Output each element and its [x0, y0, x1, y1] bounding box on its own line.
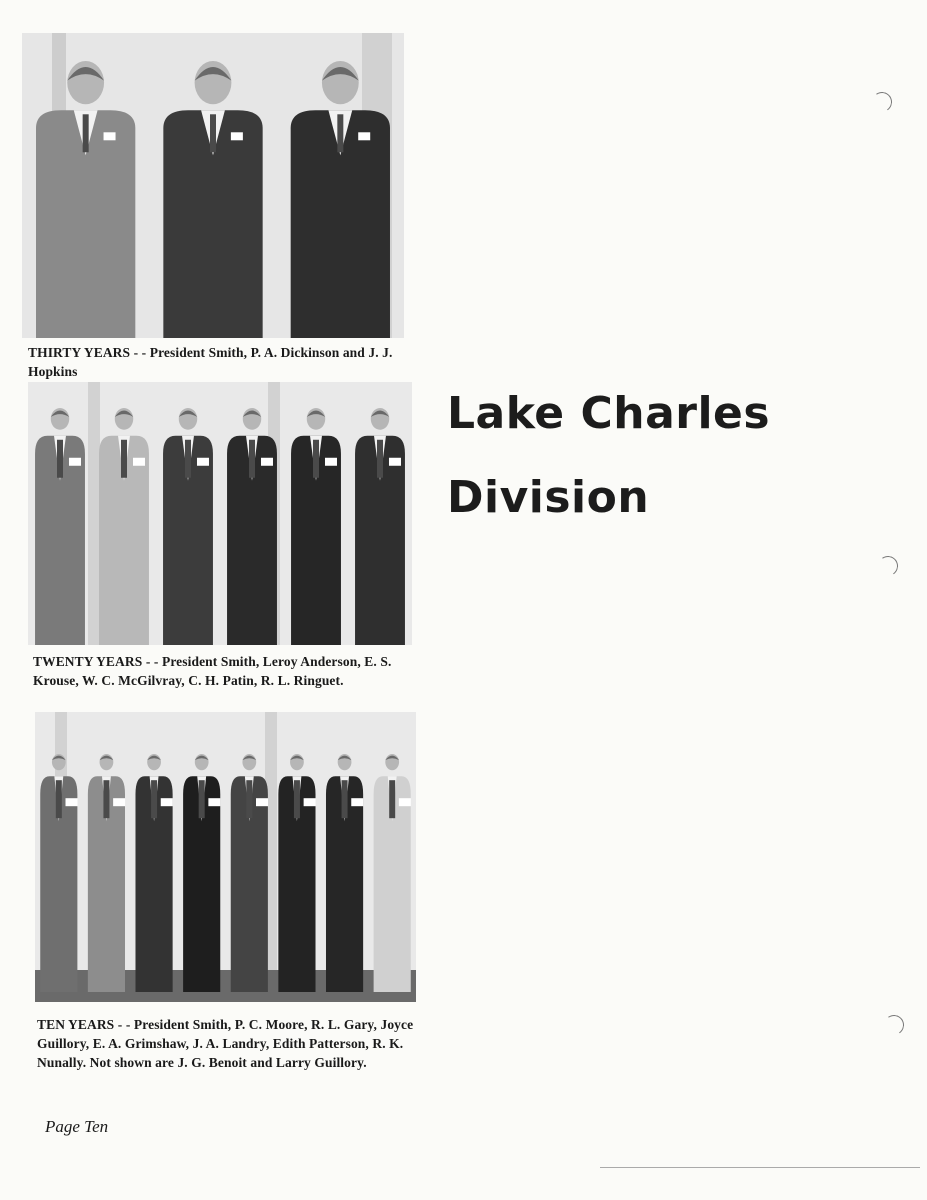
person-figure [326, 754, 363, 992]
caption-text: - - President Smith, P. A. Dickinson and J. J. Hopkins [28, 345, 393, 379]
punch-hole-mark [870, 90, 893, 113]
caption-twenty-years [33, 652, 418, 690]
person-figure [99, 408, 149, 645]
photo-twenty-years [28, 382, 412, 645]
page-edge-line [600, 1167, 920, 1168]
punch-hole-mark [882, 1013, 905, 1036]
photo-ten-years [35, 712, 416, 1002]
caption-text: - - President Smith, Leroy Anderson, E. S. Krouse, W. C. McGilvray, C. H. Patin, R. L. Ringuet. [33, 654, 392, 688]
person-figure [183, 754, 220, 992]
person-figure [291, 408, 341, 645]
photo-ten-years-figures [35, 712, 416, 1002]
person-figure [227, 408, 277, 645]
photo-thirty-years-figures [22, 33, 404, 338]
person-figure [278, 754, 315, 992]
caption-lead: THIRTY YEARS [28, 345, 131, 360]
person-figure [88, 754, 125, 992]
person-figure [35, 408, 85, 645]
caption-thirty-years [28, 343, 418, 381]
photo-thirty-years [22, 33, 404, 338]
person-figure [135, 754, 172, 992]
person-figure [374, 754, 411, 992]
page-number: Page Ten [45, 1117, 109, 1136]
photo-twenty-years-figures [28, 382, 412, 645]
caption-ten-years [37, 1015, 420, 1072]
person-figure [231, 754, 268, 992]
division-title-line1: Lake Charles [447, 388, 771, 439]
caption-lead: TEN YEARS [37, 1017, 115, 1032]
division-title-line2: Division [447, 472, 650, 523]
caption-text: - - President Smith, P. C. Moore, R. L. Gary, Joyce Guillory, E. A. Grimshaw, J. A. Landry, Edith Patterson, R. K. Nunally. Not shown are J. G. Benoit and Larry Guillory. [37, 1017, 414, 1070]
person-figure [40, 754, 77, 992]
person-figure [163, 408, 213, 645]
caption-lead: TWENTY YEARS [33, 654, 143, 669]
punch-hole-mark [876, 554, 899, 577]
person-figure [355, 408, 405, 645]
